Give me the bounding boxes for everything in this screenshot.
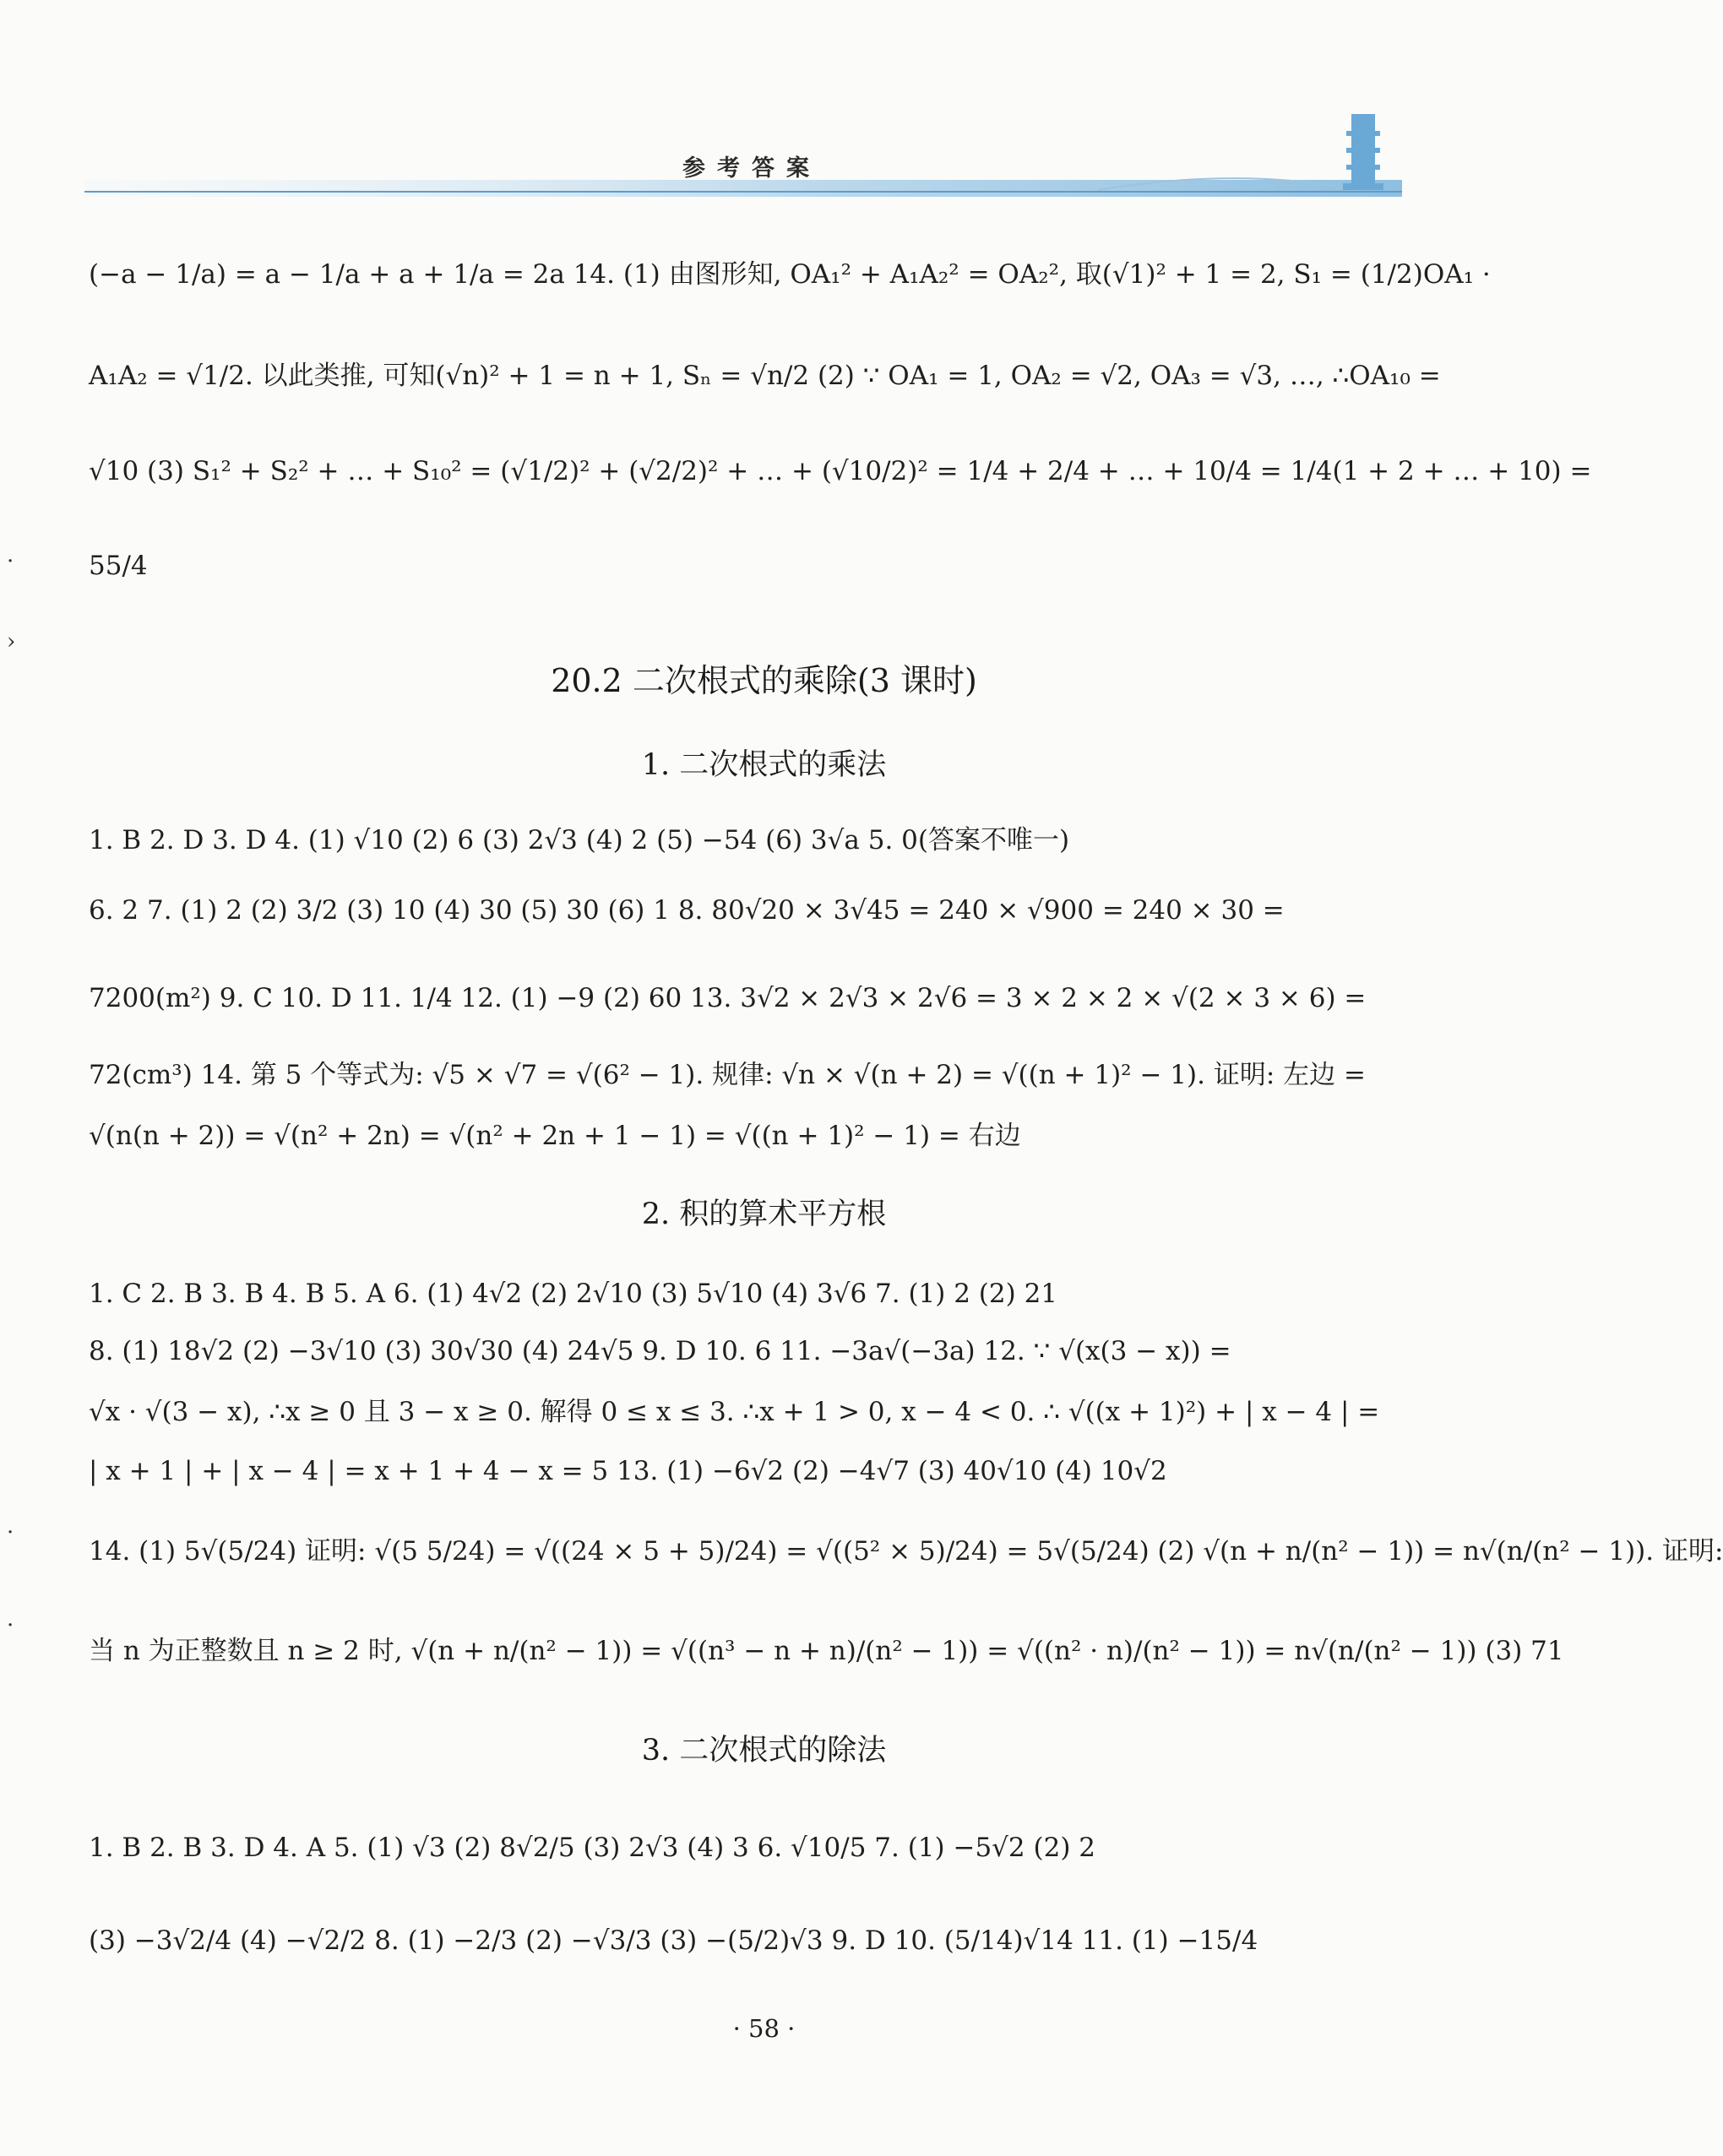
answer-line: (−a − 1/a) = a − 1/a + a + 1/a = 2a 14. (1) 由图形知, OA₁² + A₁A₂² = OA₂², 取(√1)² + 1 = 2, S₁ = (1/2)OA₁ · (89, 259, 1491, 290)
answer-line: 6. 2 7. (1) 2 (2) 3/2 (3) 10 (4) 30 (5) 30 (6) 1 8. 80√20 × 3√45 = 240 × √900 = 240 × 30 = (89, 895, 1285, 926)
answer-line: 1. B 2. B 3. D 4. A 5. (1) √3 (2) 8√2/5 (3) 2√3 (4) 3 6. √10/5 7. (1) −5√2 (2) 2 (89, 1833, 1095, 1863)
margin-dot: · (7, 1520, 14, 1545)
part-title: 1. 二次根式的乘法 (641, 748, 887, 782)
section-title: 20.2 二次根式的乘除(3 课时) (551, 662, 977, 699)
answer-line: 72(cm³) 14. 第 5 个等式为: √5 × √7 = √(6² − 1). 规律: √n × √(n + 2) = √((n + 1)² − 1). 证明: 左边 = (89, 1060, 1366, 1090)
answer-line: √10 (3) S₁² + S₂² + … + S₁₀² = (√1/2)² + (√2/2)² + … + (√10/2)² = 1/4 + 2/4 + … + 10/4 = 1/4(1 + 2 + … + 10) = (89, 456, 1592, 486)
answer-line: 1. B 2. D 3. D 4. (1) √10 (2) 6 (3) 2√3 (4) 2 (5) −54 (6) 3√a 5. 0(答案不唯一) (89, 825, 1070, 855)
page-header (84, 139, 1402, 207)
part-title: 3. 二次根式的除法 (641, 1734, 887, 1768)
answer-line: 当 n 为正整数且 n ≥ 2 时, √(n + n/(n² − 1)) = √((n³ − n + n)/(n² − 1)) = √((n² · n)/(n² − 1)) = n√(n/(n² − 1)) (3) 71 (89, 1636, 1564, 1666)
part-title: 2. 积的算术平方根 (641, 1197, 887, 1231)
answer-line: 55/4 (89, 551, 148, 581)
page-number: · 58 · (732, 2014, 796, 2043)
answer-line: 14. (1) 5√(5/24) 证明: √(5 5/24) = √((24 × 5 + 5)/24) = √((5² × 5)/24) = 5√(5/24) (2) √(n + n/(n² − 1)) = n√(n/(n² − 1)). 证明: (89, 1536, 1723, 1567)
header-title: 参考答案 (682, 155, 821, 182)
answer-line: 8. (1) 18√2 (2) −3√10 (3) 30√30 (4) 24√5 9. D 10. 6 11. −3a√(−3a) 12. ∵ √(x(3 − x)) = (89, 1336, 1231, 1366)
margin-dot: · (7, 549, 14, 574)
answer-line: A₁A₂ = √1/2. 以此类推, 可知(√n)² + 1 = n + 1, Sₙ = √n/2 (2) ∵ OA₁ = 1, OA₂ = √2, OA₃ = √3, …, ∴OA₁₀ = (89, 361, 1441, 391)
margin-dot: · (7, 1613, 14, 1638)
answer-line: 1. C 2. B 3. B 4. B 5. A 6. (1) 4√2 (2) 2√10 (3) 5√10 (4) 3√6 7. (1) 2 (2) 21 (89, 1279, 1058, 1309)
answer-line: 7200(m²) 9. C 10. D 11. 1/4 12. (1) −9 (2) 60 13. 3√2 × 2√3 × 2√6 = 3 × 2 × 2 × √(2 × 3 × 6) = (89, 983, 1367, 1013)
answer-line: (3) −3√2/4 (4) −√2/2 8. (1) −2/3 (2) −√3/3 (3) −(5/2)√3 9. D 10. (5/14)√14 11. (1) −15/4 (89, 1925, 1258, 1956)
margin-dot: › (7, 629, 16, 654)
answer-line: √x · √(3 − x), ∴x ≥ 0 且 3 − x ≥ 0. 解得 0 ≤ x ≤ 3. ∴x + 1 > 0, x − 4 < 0. ∴ √((x + 1)²) + | x − 4 | = (89, 1397, 1380, 1427)
answer-line: √(n(n + 2)) = √(n² + 2n) = √(n² + 2n + 1 − 1) = √((n + 1)² − 1) = 右边 (89, 1121, 1021, 1151)
answer-line: | x + 1 | + | x − 4 | = x + 1 + 4 − x = 5 13. (1) −6√2 (2) −4√7 (3) 40√10 (4) 10√2 (89, 1456, 1167, 1486)
